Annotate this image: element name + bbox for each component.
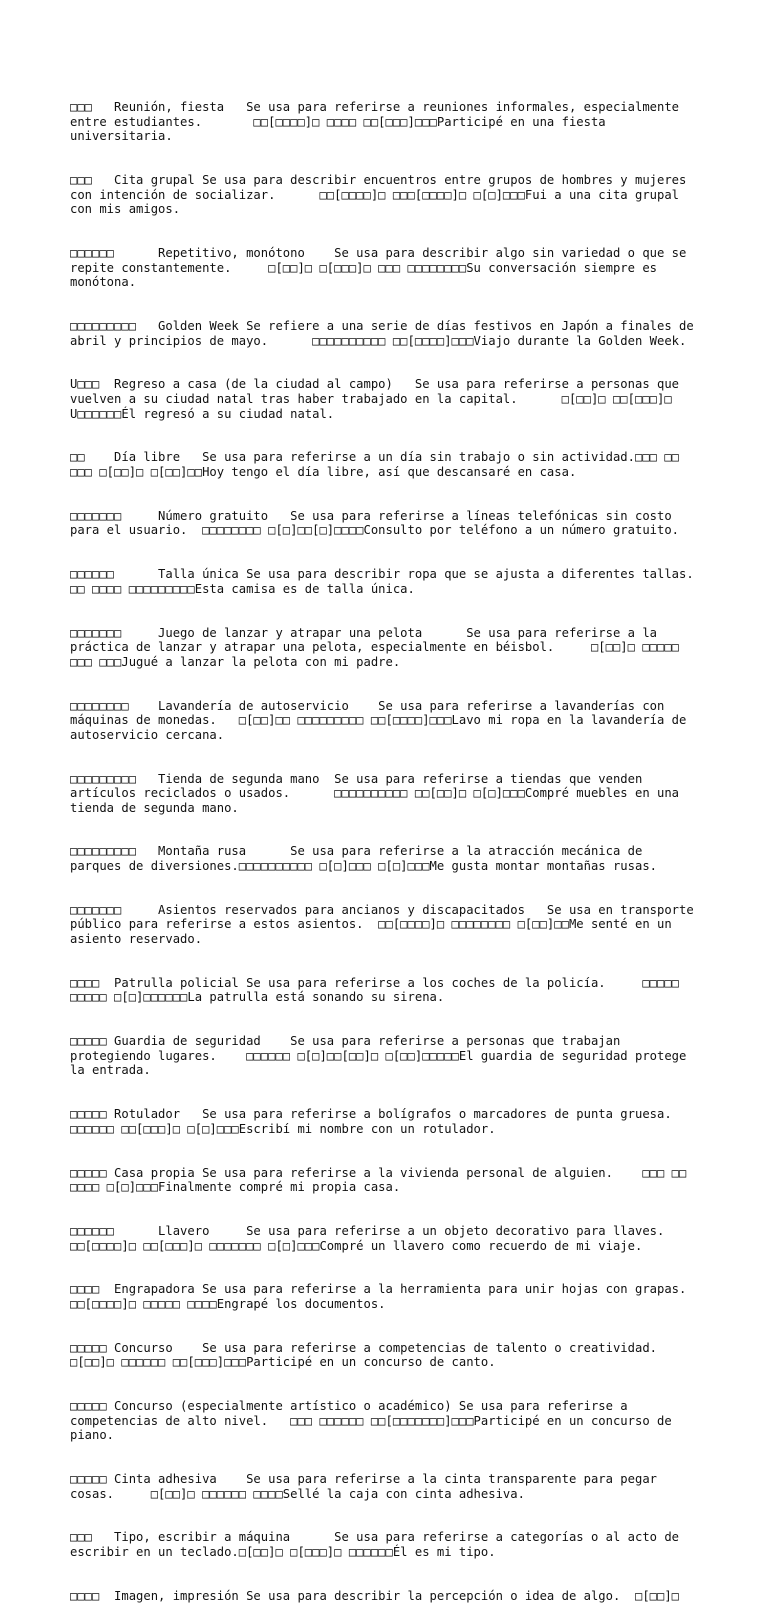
vocabulary-entry: □□□□□ Casa propia Se usa para referirse a la vivienda personal de alguien. □□□ □□ □□□□ □[□]□□□Finalmente compré mi propia casa. (70, 1165, 694, 1195)
vocabulary-entry: □□□□□□ Talla única Se usa para describir ropa que se ajusta a diferentes tallas. □□ □□□□ □□□□□□□□□Esta camisa es de talla única. (70, 567, 738, 596)
vocabulary-entry: □□□□□□□ Número gratuito Se usa para referirse a líneas telefónicas sin costo para el usuario. □□□□□□□□ □[□]□□[□]□□□□Consulto por teléfono a un número gratuito. (70, 508, 680, 538)
vocabulary-entry: □□□□□ Concurso Se usa para referirse a competencias de talento o creatividad. □[□□]□ □□□□□□ □□[□□□]□□□Participé en un concurso de canto. (70, 1340, 709, 1370)
vocabulary-entry: □□□□□□□□□ Golden Week Se refiere a una serie de días festivos en Japón a finales de abril y principios de mayo. □□□□□□□□□□ □□[□□□□]□□□Viajo durante la Golden Week. (70, 319, 702, 348)
vocabulary-entry: □□□ Reunión, fiesta Se usa para referirse a reuniones informales, especialmente entre estudiantes. □□[□□□□]□ □□□□ □□[□□□]□□□Participé en una fiesta universitaria. (70, 100, 687, 144)
vocabulary-entry: □□ Día libre Se usa para referirse a un día sin trabajo o sin actividad.□□□ □□ □□□ □[□□]□ □[□□]□□Hoy tengo el día libre, así que descansaré en casa. (70, 450, 687, 480)
vocabulary-entry: □□□□□□□ Asientos reservados para ancianos y discapacitados Se usa en transporte público para referirse a estos asientos. □□[□□□□]□ □□□□□□□□ □[□□]□□Me senté en un asiento reservado. (70, 902, 702, 947)
vocabulary-entry: □□□□□□□ Juego de lanzar y atrapar una pelota Se usa para referirse a la práctica de lanzar y atrapar una pelota, especialmente en béisbol. □[□□]□ □□□□□ □□□ □□□Jugué a lanzar la pelota con mi padre. (70, 625, 687, 669)
vocabulary-entry: □□□□ Patrulla policial Se usa para referirse a los coches de la policía. □□□□□ □□□□□ □[□]□□□□□□La patrulla está sonando su sirena. (70, 975, 687, 1005)
vocabulary-entry: U□□□ Regreso a casa (de la ciudad al campo) Se usa para referirse a personas que vuelven a su ciudad natal tras haber trabajado en la capital. □[□□]□ □□[□□□]□ U□□□□□□Él regresó a su ciudad natal. (70, 377, 687, 421)
vocabulary-entry: □□□□ Imagen, impresión Se usa para describir la percepción o idea de algo. □[□□]□ (70, 1588, 680, 1603)
vocabulary-entry: □□□ Cita grupal Se usa para describir encuentros entre grupos de hombres y mujeres con intención de socializar. □□[□□□□]□ □□□[□□□□]□ □[□]□□□Fui a una cita grupal con mis amigos. (70, 173, 694, 217)
vocabulary-entry: □□□□□ Concurso (especialmente artístico o académico) Se usa para referirse a competencias de alto nivel. □□□ □□□□□□ □□[□□□□□□□]□□□Participé en un concurso de piano. (70, 1399, 680, 1443)
vocabulary-entry: □□□□□□ Llavero Se usa para referirse a un objeto decorativo para llaves. □□[□□□□]□ □□[□□□]□ □□□□□□□ □[□]□□□Compré un llavero como recuerdo de mi viaje. (70, 1223, 716, 1253)
vocabulary-entry: □□□□□□□□□ Tienda de segunda mano Se usa para referirse a tiendas que venden artículos reciclados o usados. □□□□□□□□□□ □□[□□]□ □[□]□□□Compré muebles en una tienda de segunda mano. (70, 771, 687, 815)
vocabulary-entry: □□□□□ Rotulador Se usa para referirse a bolígrafos o marcadores de punta gruesa. □□□□□□ □□[□□□]□ □[□]□□□Escribí mi nombre con un rotulador. (70, 1107, 724, 1136)
vocabulary-entry: □□□□□□□□ Lavandería de autoservicio Se usa para referirse a lavanderías con máquinas de monedas. □[□□]□□ □□□□□□□□□ □□[□□□□]□□□Lavo mi ropa en la lavandería de autoservicio cercana. (70, 698, 694, 742)
vocabulary-entry: □□□ Tipo, escribir a máquina Se usa para referirse a categorías o al acto de escribir en un teclado.□[□□]□ □[□□□]□ □□□□□□Él es mi tipo. (70, 1530, 687, 1559)
vocabulary-entry: □□□□□ Cinta adhesiva Se usa para referirse a la cinta transparente para pegar cosas. □[□□]□ □□□□□□ □□□□Sellé la caja con cinta adhesiva. (70, 1472, 665, 1501)
vocabulary-entry: □□□□□□□□□ Montaña rusa Se usa para referirse a la atracción mecánica de parques de diversiones.□□□□□□□□□□ □[□]□□□ □[□]□□□Me gusta montar montañas rusas. (70, 844, 657, 874)
vocabulary-entry: □□□□□ Guardia de seguridad Se usa para referirse a personas que trabajan protegiendo lugares. □□□□□□ □[□]□□[□□]□ □[□□]□□□□□El guardia de seguridad protege la entrada. (70, 1034, 694, 1078)
vocabulary-entry: □□□□ Engrapadora Se usa para referirse a la herramienta para unir hojas con grapas. □□[□□□□]□ □□□□□ □□□□Engrapé los documentos. (70, 1282, 724, 1311)
document-page (70, 71, 738, 1618)
vocabulary-entry: □□□□□□ Repetitivo, monótono Se usa para describir algo sin variedad o que se repite constantemente. □[□□]□ □[□□□]□ □□□ □□□□□□□□Su conversación siempre es monótona. (70, 246, 694, 290)
